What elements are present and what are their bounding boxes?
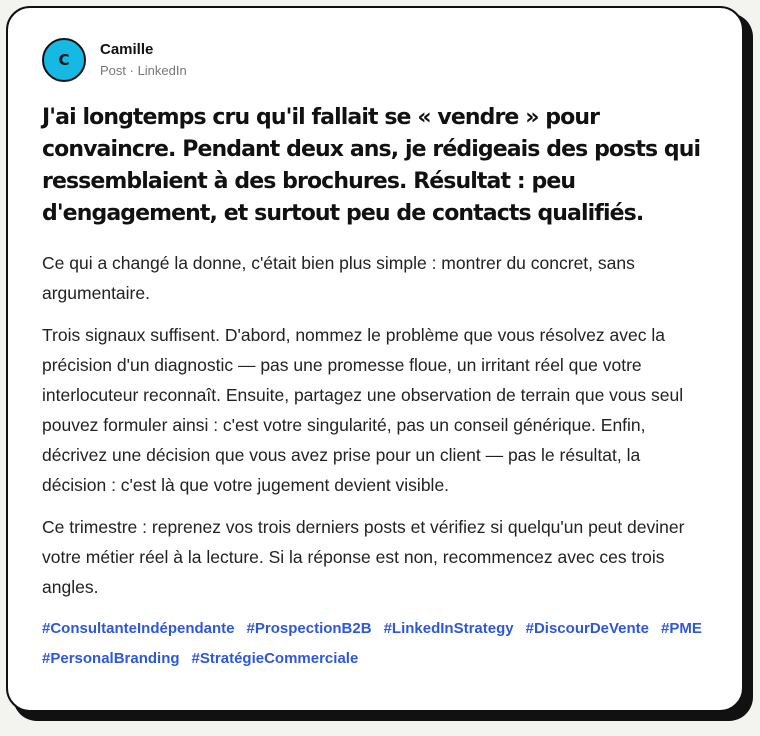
post-headline: J'ai longtemps cru qu'il fallait se « vendre » pour convaincre. Pendant deux ans, je rédigeais des posts qui ressemblaient à des brochures. Résultat : peu d'engagement, et surtout peu de contacts qualifiés.: [42, 105, 701, 226]
post-paragraph: Ce trimestre : reprenez vos trois derniers posts et vérifiez si quelqu'un peut deviner votre métier réel à la lecture. Si la réponse est non, recommencez avec ces trois angles.: [42, 517, 685, 597]
post-paragraph: Trois signaux suffisent. D'abord, nommez le problème que vous résolvez avec la précision d'un diagnostic — pas une promesse floue, un irritant réel que votre interlocuteur reconnaît. Ensuite, partagez une observation de terrain que vous seul pouvez formuler ainsi : c'est votre singularité, pas un conseil générique. Enfin, décrivez une décision que vous avez prise pour un client — pas le résultat, la décision : c'est là que votre jugement devient visible.: [42, 325, 684, 495]
hashtag-consultante-independante[interactable]: #ConsultanteIndépendante: [42, 620, 235, 637]
avatar-initial: C: [58, 50, 70, 69]
hashtag-personal-branding[interactable]: #PersonalBranding: [42, 650, 180, 667]
hashtag-prospection-b2b[interactable]: #ProspectionB2B: [246, 620, 372, 637]
author-info: [100, 41, 187, 79]
post-paragraph: Ce qui a changé la donne, c'était bien plus simple : montrer du concret, sans argumentaire.: [42, 253, 635, 303]
hashtag-pme[interactable]: #PME: [661, 620, 702, 637]
hashtag-list: [42, 618, 712, 670]
author-name[interactable]: Camille: [100, 41, 154, 58]
hashtag-linkedin-strategy[interactable]: #LinkedInStrategy: [383, 620, 514, 637]
hashtag-discour-de-vente[interactable]: #DiscourDeVente: [525, 620, 650, 637]
linkedin-post-card: [6, 6, 744, 712]
hashtag-strategie-commerciale[interactable]: #StratégieCommerciale: [191, 650, 359, 667]
post-meta: Post · LinkedIn: [100, 63, 187, 78]
avatar[interactable]: [42, 38, 86, 82]
post-header: [42, 38, 706, 82]
